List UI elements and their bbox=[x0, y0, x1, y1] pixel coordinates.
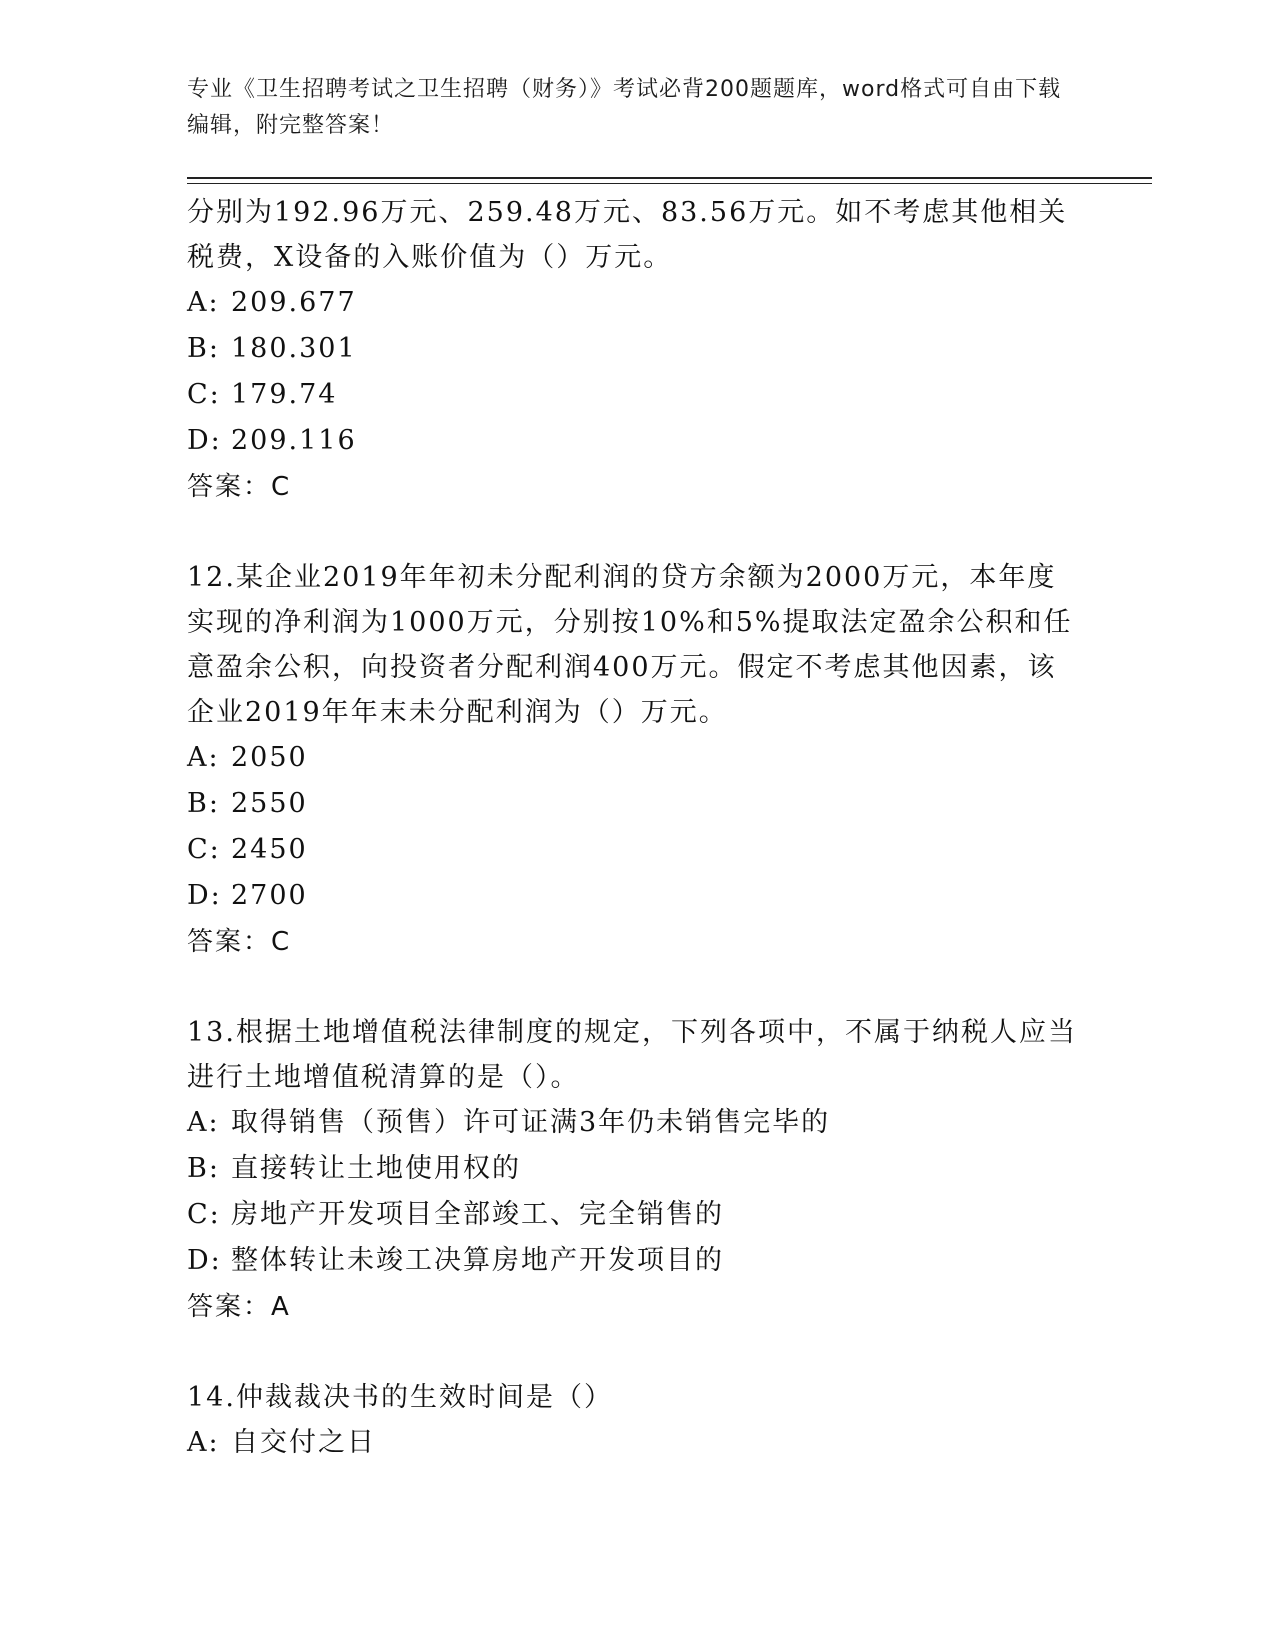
option-key: B: bbox=[187, 1153, 220, 1184]
option-a bbox=[187, 280, 1077, 326]
option-key: D: bbox=[187, 425, 222, 456]
option-key: C: bbox=[187, 1199, 221, 1230]
document-header: 专业《卫生招聘考试之卫生招聘（财务）》考试必背200题题库，word格式可自由下载编辑，附完整答案！ bbox=[187, 77, 1062, 138]
option-key: C: bbox=[187, 834, 221, 865]
option-text: 直接转让土地使用权的 bbox=[231, 1153, 521, 1184]
answer-line: 答案：C bbox=[187, 472, 292, 502]
question-block bbox=[187, 1375, 1077, 1466]
option-d bbox=[187, 1238, 1077, 1284]
option-key: B: bbox=[187, 788, 220, 819]
option-c bbox=[187, 1192, 1077, 1238]
question-block bbox=[187, 555, 1077, 965]
option-b bbox=[187, 1146, 1077, 1192]
option-text: 209.677 bbox=[231, 287, 357, 318]
question-stem: 12.某企业2019年年初未分配利润的贷方余额为2000万元，本年度实现的净利润为1000万元，分别按10%和5%提取法定盈余公积和任意盈余公积，向投资者分配利润400万元。假定不考虑其他因素，该企业2019年年末未分配利润为（）万元。 bbox=[187, 562, 1073, 728]
option-b bbox=[187, 326, 1077, 372]
question-stem: 14.仲裁裁决书的生效时间是（） bbox=[187, 1382, 613, 1413]
option-a bbox=[187, 1100, 1077, 1146]
spacer bbox=[187, 1330, 1077, 1375]
option-key: B: bbox=[187, 333, 220, 364]
option-key: A: bbox=[187, 287, 220, 318]
option-key: C: bbox=[187, 379, 221, 410]
spacer bbox=[187, 965, 1077, 1010]
option-d bbox=[187, 418, 1077, 464]
option-text: 2700 bbox=[231, 880, 308, 911]
option-a bbox=[187, 1420, 1077, 1466]
option-d bbox=[187, 873, 1077, 919]
option-text: 自交付之日 bbox=[231, 1427, 376, 1458]
header-divider bbox=[187, 177, 1152, 184]
option-text: 2050 bbox=[231, 742, 308, 773]
option-text: 房地产开发项目全部竣工、完全销售的 bbox=[231, 1199, 724, 1230]
option-text: 209.116 bbox=[231, 425, 357, 456]
option-b bbox=[187, 781, 1077, 827]
answer-line: 答案：A bbox=[187, 1292, 291, 1322]
answer-line: 答案：C bbox=[187, 927, 292, 957]
question-stem: 13.根据土地增值税法律制度的规定，下列各项中，不属于纳税人应当进行土地增值税清算的是（）。 bbox=[187, 1017, 1077, 1093]
option-text: 179.74 bbox=[231, 379, 338, 410]
option-key: A: bbox=[187, 742, 220, 773]
spacer bbox=[187, 510, 1077, 555]
option-text: 2550 bbox=[231, 788, 308, 819]
option-a bbox=[187, 735, 1077, 781]
option-key: D: bbox=[187, 1245, 222, 1276]
question-stem: 分别为192.96万元、259.48万元、83.56万元。如不考虑其他相关税费，X设备的入账价值为（）万元。 bbox=[187, 197, 1068, 273]
option-text: 取得销售（预售）许可证满3年仍未销售完毕的 bbox=[231, 1107, 831, 1138]
option-key: A: bbox=[187, 1107, 220, 1138]
option-text: 整体转让未竣工决算房地产开发项目的 bbox=[231, 1245, 724, 1276]
question-list bbox=[187, 190, 1077, 1466]
question-block bbox=[187, 1010, 1077, 1330]
question-block bbox=[187, 190, 1077, 510]
option-c bbox=[187, 372, 1077, 418]
option-key: A: bbox=[187, 1427, 220, 1458]
option-text: 180.301 bbox=[231, 333, 357, 364]
option-text: 2450 bbox=[231, 834, 308, 865]
option-key: D: bbox=[187, 880, 222, 911]
option-c bbox=[187, 827, 1077, 873]
